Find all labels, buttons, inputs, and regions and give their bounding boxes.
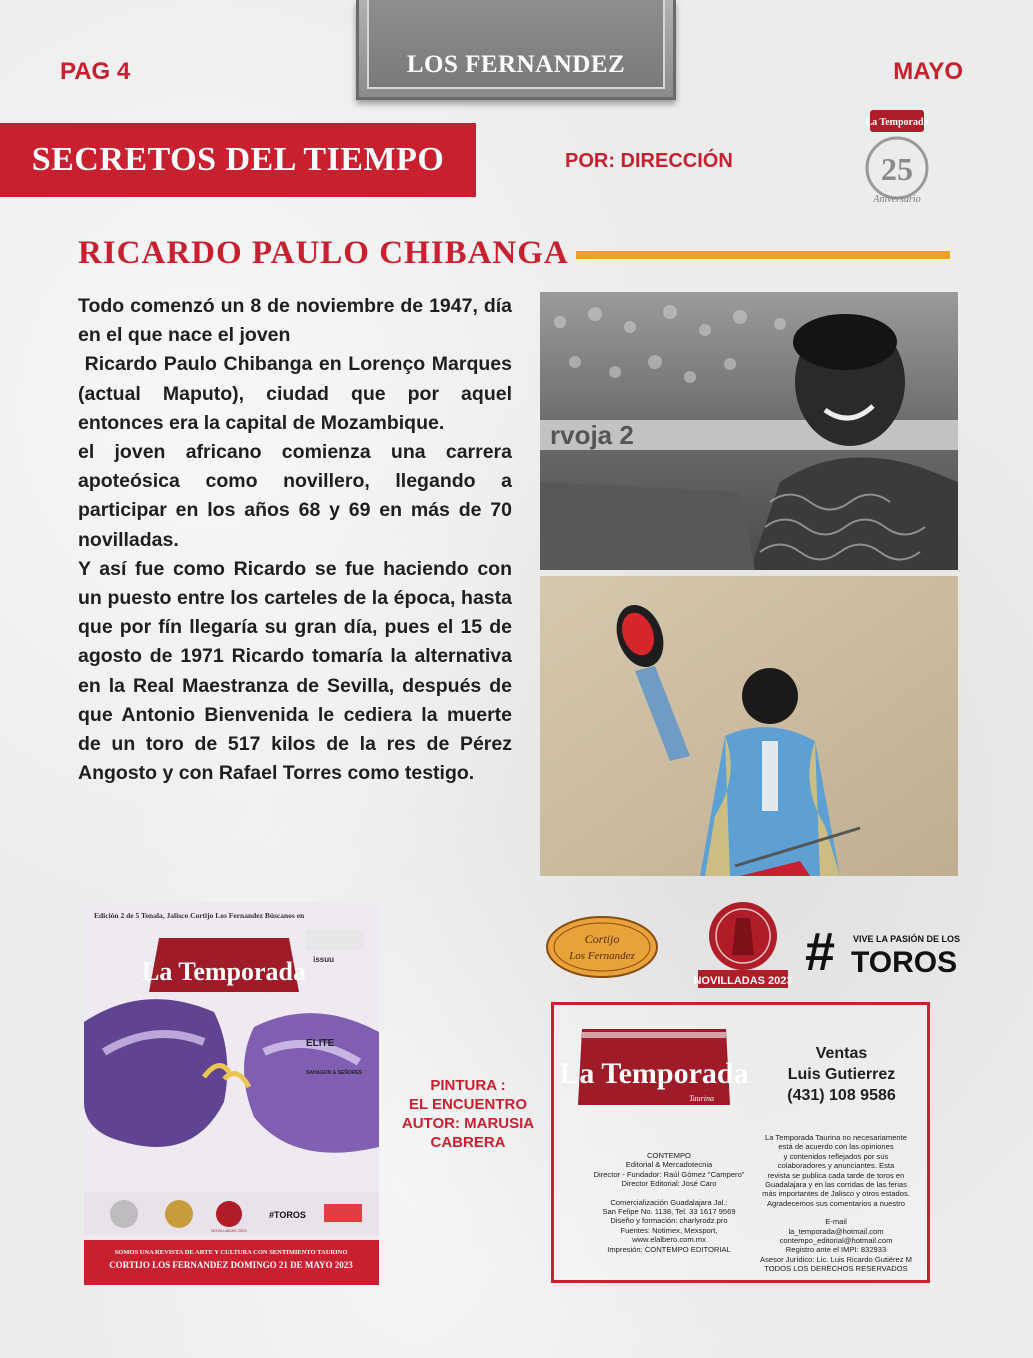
torero-portrait-photo [540, 292, 958, 570]
article-paragraph: Y así fue como Ricardo se fue haciendo con un puesto entre los carteles de la época, hasta que por fín llegaría su gran día, pues el 15 de agosto de 1971 Ricardo tomaría la alternativa en la Real Maestranza de Sevilla, después de que Antonio Bienvenida le cediera la muerte de un toro de 517 kilos de la res de Pérez Angosto y con Rafael Torres como testigo. [78, 557, 512, 785]
email-link[interactable]: contempo_editorial@hotmail.com [779, 1236, 893, 1246]
sales-title: Ventas [815, 1045, 868, 1062]
la-temporada-logo [559, 1027, 749, 1115]
cover-footer-toros: #TOROS [269, 1210, 306, 1220]
header-tab-inner [367, 0, 665, 89]
page-number: PAG 4 [60, 58, 131, 85]
notice-line: colaboradores y anunciantes. Esta [777, 1161, 895, 1171]
credit-line: Comercialización Guadalajara Jal.: [610, 1197, 728, 1207]
credits-box [551, 1002, 930, 1283]
credit-line: www.elalbero.com.mx [632, 1235, 706, 1245]
credit-line: Fuentes: Notimex, Mexsport, [620, 1225, 718, 1235]
caption-line: AUTOR: MARUSIA [401, 1115, 535, 1132]
toros-vive-line: VIVE LA PASIÓN DE LOS [853, 934, 961, 944]
sales-phone: (431) 108 9586 [787, 1087, 896, 1104]
anniversary-brand: La Temporada [865, 117, 929, 128]
header-tab-title: LOS FERNANDEZ [406, 51, 626, 78]
notice-line: está de acuerdo con las opiniones [778, 1142, 894, 1152]
article-paragraph: el joven africano comienza una carrera apoteósica como novillero, llegando a participar en los años 68 y 69 en más de 70 novilladas. [78, 441, 512, 551]
cover-issuu: issuu [313, 955, 334, 964]
credit-line: Impresión: CONTEMPO EDITORIAL [607, 1244, 731, 1254]
cover-sponsor-elite: ELITE [306, 1038, 335, 1049]
notice-line: y contenidos reflejados por sus [783, 1151, 889, 1161]
article-paragraph: Ricardo Paulo Chibanga en Lorenço Marques (actual Maputo), ciudad que por aquel entonces era la capital de Mozambique. [78, 353, 518, 434]
caption-line: EL ENCUENTRO [408, 1096, 528, 1113]
credit-spacer [574, 1189, 764, 1198]
issue-month: MAYO [893, 58, 963, 85]
credit-line: San Felipe No. 1138, Tel. 33 1617 9569 [602, 1207, 736, 1217]
cover-footer-novilladas: NOVILLADAS 2023 [211, 1228, 247, 1233]
article-body [78, 292, 518, 788]
svg-text:rvoja 2: rvoja 2 [550, 420, 634, 450]
cover-sponsor-sahagun: SAHAGUN & SEÑORES [306, 1070, 363, 1076]
credit-line: Diseño y formación: charlyrodz.pro [610, 1216, 728, 1226]
notice-line: La Temporada Taurina no necesariamente [765, 1133, 907, 1142]
credit-line: CONTEMPO [647, 1151, 691, 1160]
novilladas-logo [693, 900, 793, 990]
anniversary-number: 25 [881, 151, 913, 187]
credit-line: Editorial & Mercadotecnia [625, 1160, 713, 1170]
cover-bottom-line-2: CORTIJO LOS FERNANDEZ DOMINGO 21 DE MAYO 2023 [109, 1260, 353, 1270]
cortijo-line2: Los Fernandez [569, 950, 635, 962]
anniversary-label: Aniversario [873, 194, 921, 205]
notice-line: revista se publica cada tarde de toros en [767, 1170, 905, 1180]
novilladas-label: NOVILLADAS 2023 [693, 975, 793, 987]
anniversary-logo [856, 108, 938, 208]
title-rule [576, 251, 950, 259]
header-tab [356, 0, 676, 100]
notice-line: Agradecemos sus comentarios a nuestro [766, 1198, 906, 1208]
toros-hashtag-logo [805, 922, 961, 982]
cortijo-line1: Cortijo [584, 932, 620, 946]
ad-brand: La Temporada [559, 1057, 749, 1090]
article-paragraph: Todo comenzó un 8 de noviembre de 1947, día en el que nace el joven [78, 295, 512, 347]
notice-line: más importantes de Jalisco y otros estados. [762, 1189, 910, 1199]
caption-line: PINTURA : [430, 1077, 506, 1094]
notice-spacer [746, 1208, 926, 1217]
magazine-cover[interactable] [84, 902, 379, 1285]
caption-line: CABRERA [430, 1134, 506, 1151]
cortijo-logo [545, 915, 660, 980]
svg-text:#: # [805, 922, 836, 982]
notice-line: Registro ante el IMPI: 832933 [785, 1245, 887, 1255]
notice-line: E-mail [825, 1217, 847, 1227]
ad-brand-sub: Taurina [688, 1094, 714, 1103]
cover-bottom-line-1: SOMOS UNA REVISTA DE ARTE Y CULTURA CON SENTIMIENTO TAURINO [114, 1249, 348, 1256]
sales-contact [754, 1043, 929, 1106]
credit-line: Director Editorial: José Caro [621, 1179, 717, 1189]
credits-left [574, 1151, 764, 1254]
section-banner [0, 123, 476, 197]
painting-caption [398, 1076, 538, 1152]
credits-right [746, 1133, 926, 1274]
cover-top-line: Edición 2 de 5 Tonala, Jalisco Cortijo Los Fernandez Búscanos en [94, 911, 305, 920]
notice-line: TODOS LOS DERECHOS RESERVADOS [764, 1264, 908, 1274]
notice-line: Asesor Jurídico: Lic. Luis Ricardo Gutiérez M [760, 1254, 912, 1264]
notice-line: Guadalajara y en las corridas de las ferias [765, 1180, 907, 1190]
credit-line: Director - Fundador: Raúl Gómez "Campero" [593, 1169, 745, 1179]
section-title: SECRETOS DEL TIEMPO [31, 141, 445, 178]
cover-brand: La Temporada [142, 957, 306, 986]
toros-label: TOROS [851, 946, 958, 979]
email-link[interactable]: la_temporada@hotmail.com [788, 1226, 884, 1236]
sales-name: Luis Gutierrez [787, 1066, 896, 1083]
torero-arena-photo [540, 576, 958, 876]
byline: POR: DIRECCIÓN [565, 150, 733, 172]
article-title: RICARDO PAULO CHIBANGA [78, 235, 569, 271]
